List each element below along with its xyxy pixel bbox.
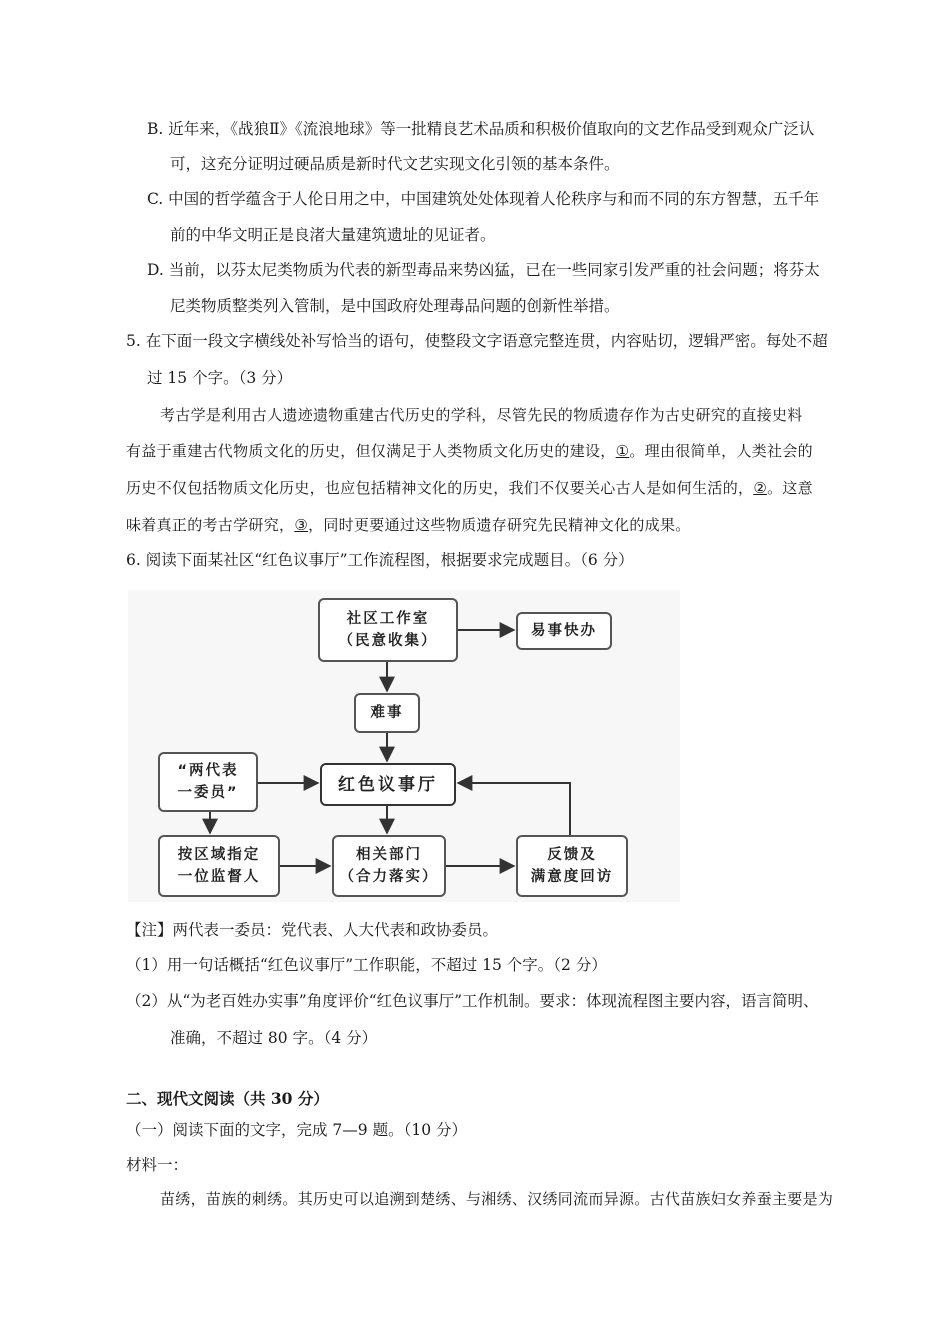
- q6-sub2-line2: 准确，不超过 80 字。（4 分）: [170, 1029, 378, 1047]
- node-two-reps: [158, 752, 258, 812]
- node-label: 一位监督人: [177, 869, 261, 885]
- node-label: 按区域指定: [177, 847, 261, 863]
- node-community-office: [318, 598, 458, 662]
- node-supervisor: [158, 835, 280, 897]
- option-b-line2: 可，这充分证明过硬品质是新时代文艺实现文化引领的基本条件。: [170, 155, 620, 173]
- node-label: 相关部门: [356, 847, 422, 863]
- q5-passage-text: 历史不仅包括物质文化历史，也应包括精神文化的历史，我们不仅要关心古人是如何生活的，: [126, 479, 754, 497]
- q5-passage-text: ，同时更要通过这些物质遗存研究先民精神文化的成果。: [308, 516, 691, 534]
- node-label: 满意度回访: [530, 869, 614, 885]
- option-d-line2: 尼类物质整类列入管制，是中国政府处理毒品问题的创新性举措。: [170, 297, 620, 315]
- node-red-hall: [320, 763, 456, 806]
- blank-2[interactable]: ②: [753, 479, 768, 497]
- blank-3[interactable]: ③: [294, 516, 309, 534]
- node-easy-matters: [516, 612, 612, 650]
- option-c-line1: C. 中国的哲学蕴含于人伦日用之中，中国建筑处处体现着人伦秩序与和而不同的东方智慧，五千年: [147, 190, 820, 208]
- q6-note: 【注】两代表一委员：党代表、人大代表和政协委员。: [126, 921, 499, 939]
- q5-passage-line3: [126, 477, 813, 499]
- node-label: 一委员”: [177, 785, 239, 801]
- node-label: 社区工作室: [346, 611, 430, 627]
- q6-stem: 6. 阅读下面某社区“红色议事厅”工作流程图，根据要求完成题目。（6 分）: [126, 551, 634, 569]
- node-hard-matters: [354, 693, 420, 733]
- q5-passage-line1: 考古学是利用古人遗迹遗物重建古代历史的学科，尽管先民的物质遗存作为古史研究的直接史料: [160, 406, 803, 424]
- section-heading: 二、现代文阅读（共 30 分）: [126, 1089, 329, 1108]
- node-label: （民意收集）: [338, 633, 438, 649]
- q5-stem-line1: 5. 在下面一段文字横线处补写恰当的语句，使整段文字语意完整连贯，内容贴切，逻辑严密。每处不超: [126, 332, 828, 350]
- node-label: 红色议事厅: [338, 774, 438, 795]
- section-subheading: （一）阅读下面的文字，完成 7—9 题。（10 分）: [126, 1121, 467, 1139]
- node-departments: [332, 835, 446, 897]
- q5-passage-text: 。这意: [767, 479, 813, 497]
- q6-sub1: （1）用一句话概括“红色议事厅”工作职能，不超过 15 个字。（2 分）: [126, 956, 607, 974]
- node-feedback: [516, 835, 628, 897]
- arrow-feedback-to-hall: [458, 783, 570, 835]
- material-paragraph: 苗绣，苗族的刺绣。其历史可以追溯到楚绣、与湘绣、汉绣同流而异源。古代苗族妇女养蚕主要是为: [160, 1190, 834, 1208]
- q5-passage-line2: [126, 440, 813, 462]
- q5-stem-line2: 过 15 个字。（3 分）: [147, 369, 293, 387]
- node-label: 难事: [370, 705, 404, 721]
- q5-passage-text: 。理由很简单，人类社会的: [629, 442, 813, 460]
- flowchart: [128, 590, 680, 902]
- option-b-line1: B. 近年来，《战狼Ⅱ》《流浪地球》等一批精良艺术品质和积极价值取向的文艺作品受到观众广泛认: [147, 120, 815, 138]
- q5-passage-line4: [126, 514, 691, 536]
- q6-sub2-line1: （2）从“为老百姓办实事”角度评价“红色议事厅”工作机制。要求：体现流程图主要内容，语言简明、: [126, 992, 819, 1010]
- node-label: （合力落实）: [339, 869, 439, 885]
- option-d-line1: D. 当前，以芬太尼类物质为代表的新型毒品来势凶猛，已在一些同家引发严重的社会问题；将芬太: [147, 261, 820, 279]
- material-label: 材料一：: [126, 1156, 189, 1174]
- node-label: 反馈及: [547, 847, 597, 863]
- node-label: 易事快办: [531, 623, 597, 639]
- q5-passage-text: 有益于重建古代物质文化的历史，但仅满足于人类物质文化历史的建设，: [126, 442, 616, 460]
- q5-passage-text: 味着真正的考古学研究，: [126, 516, 295, 534]
- node-label: “两代表: [177, 763, 239, 779]
- blank-1[interactable]: ①: [615, 442, 630, 460]
- option-c-line2: 前的中华文明正是良渚大量建筑遗址的见证者。: [170, 226, 496, 244]
